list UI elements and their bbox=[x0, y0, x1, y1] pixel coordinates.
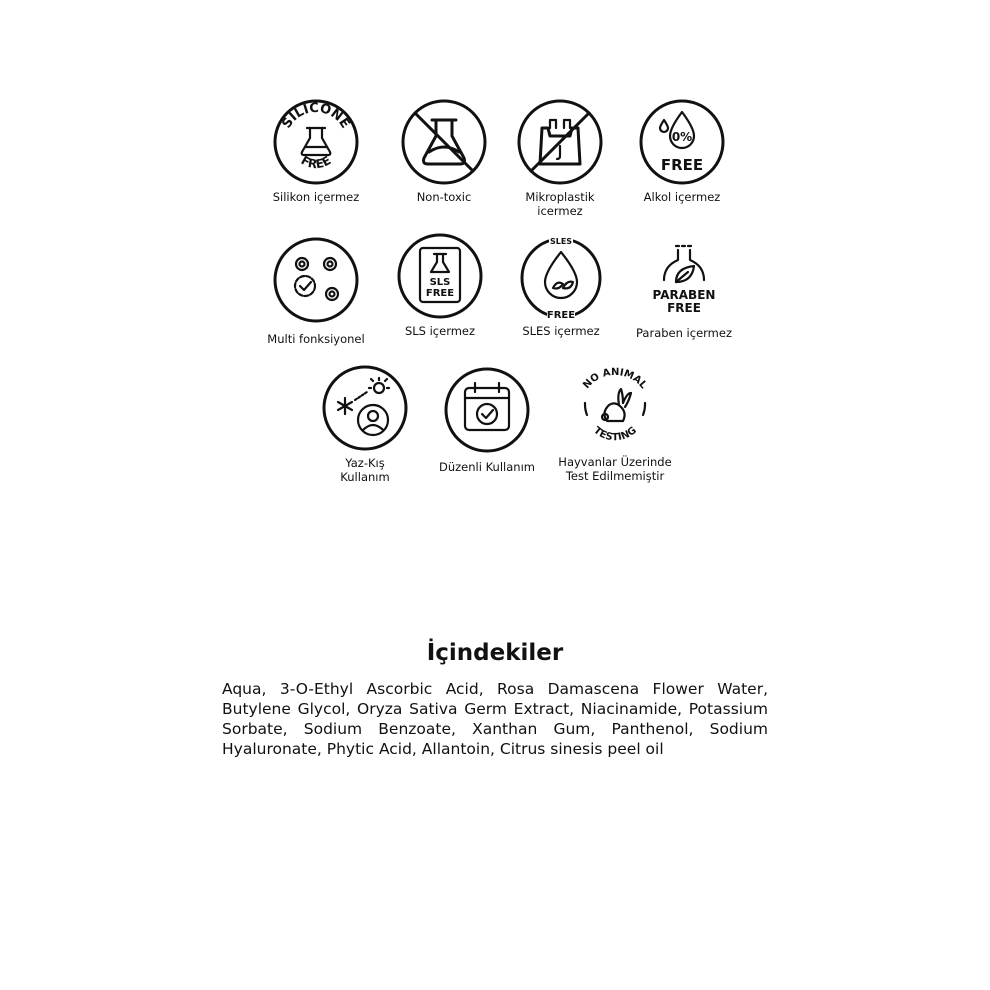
svg-text:NO ANIMAL bbox=[581, 367, 649, 392]
badge-label: Düzenli Kullanım bbox=[439, 460, 535, 474]
sls-free-icon bbox=[396, 232, 484, 320]
svg-text:SILICONE bbox=[279, 101, 352, 131]
badge-summer-winter bbox=[295, 364, 435, 484]
badge-sles-free bbox=[491, 232, 631, 338]
badge-label: SLS içermez bbox=[404, 324, 476, 338]
badge-label: Mikroplastik icermez bbox=[525, 190, 595, 218]
badge-silicone-free bbox=[246, 98, 386, 204]
sls-text: SLS bbox=[429, 277, 451, 288]
arc-top-text: SILICONE bbox=[279, 100, 353, 132]
badge-label: Paraben içermez bbox=[636, 326, 732, 340]
paraben-free-icon bbox=[640, 236, 728, 324]
badge-label: Hayvanlar Üzerinde Test Edilmemiştir bbox=[558, 455, 672, 483]
no-plastic-bag-icon bbox=[516, 98, 604, 186]
ingredients-title: İçindekiler bbox=[426, 640, 564, 666]
paraben-text: PARABEN bbox=[652, 288, 716, 302]
no-animal-testing-icon bbox=[571, 363, 659, 451]
free-text: FREE bbox=[546, 310, 576, 321]
badge-sls-free bbox=[370, 232, 510, 338]
badge-label: Silikon içermez bbox=[272, 190, 360, 204]
alcohol-free-drop-icon bbox=[638, 98, 726, 186]
non-toxic-flask-icon bbox=[400, 98, 488, 186]
free-text: FREE bbox=[425, 288, 455, 299]
sles-text: SLES bbox=[549, 237, 573, 246]
gears-icon bbox=[272, 236, 360, 324]
silicone-free-icon bbox=[272, 98, 360, 186]
badge-regular-use bbox=[417, 366, 557, 474]
arc-top-text: NO ANIMAL bbox=[581, 366, 649, 392]
badge-microplastic bbox=[490, 98, 630, 218]
badge-no-animal-testing bbox=[545, 363, 685, 483]
arc-bottom-text: TESTING bbox=[591, 425, 639, 444]
summer-winter-icon bbox=[321, 364, 409, 452]
free-text: FREE bbox=[660, 156, 704, 174]
svg-text:TESTING bbox=[591, 425, 638, 443]
badge-paraben-free bbox=[614, 236, 754, 340]
sles-free-drop-icon bbox=[517, 232, 605, 320]
free-text: FREE bbox=[667, 301, 701, 315]
badge-label: Non-toxic bbox=[416, 190, 472, 204]
badge-multi-functional bbox=[246, 236, 386, 346]
ingredients-text: Aqua, 3-O-Ethyl Ascorbic Acid, Rosa Damascena Flower Water, Butylene Glycol, Oryza Sativa Germ Extract, Niacinamide, Potassium Sorbate, Sodium Benzoate, Xanthan Gum, Panthenol, Sodium Hyaluronate, Phytic Acid, Allantoin, Citrus sinesis peel oil bbox=[222, 680, 768, 758]
badge-label: Yaz-Kış Kullanım bbox=[340, 456, 390, 484]
arc-bottom-text: FREE bbox=[298, 153, 334, 172]
badge-label: Multi fonksiyonel bbox=[267, 332, 365, 346]
badge-label: SLES içermez bbox=[522, 324, 600, 338]
badge-label: Alkol içermez bbox=[643, 190, 721, 204]
percent-text: 0% bbox=[671, 130, 693, 144]
badge-alcohol-free bbox=[612, 98, 752, 204]
calendar-check-icon bbox=[443, 366, 531, 454]
